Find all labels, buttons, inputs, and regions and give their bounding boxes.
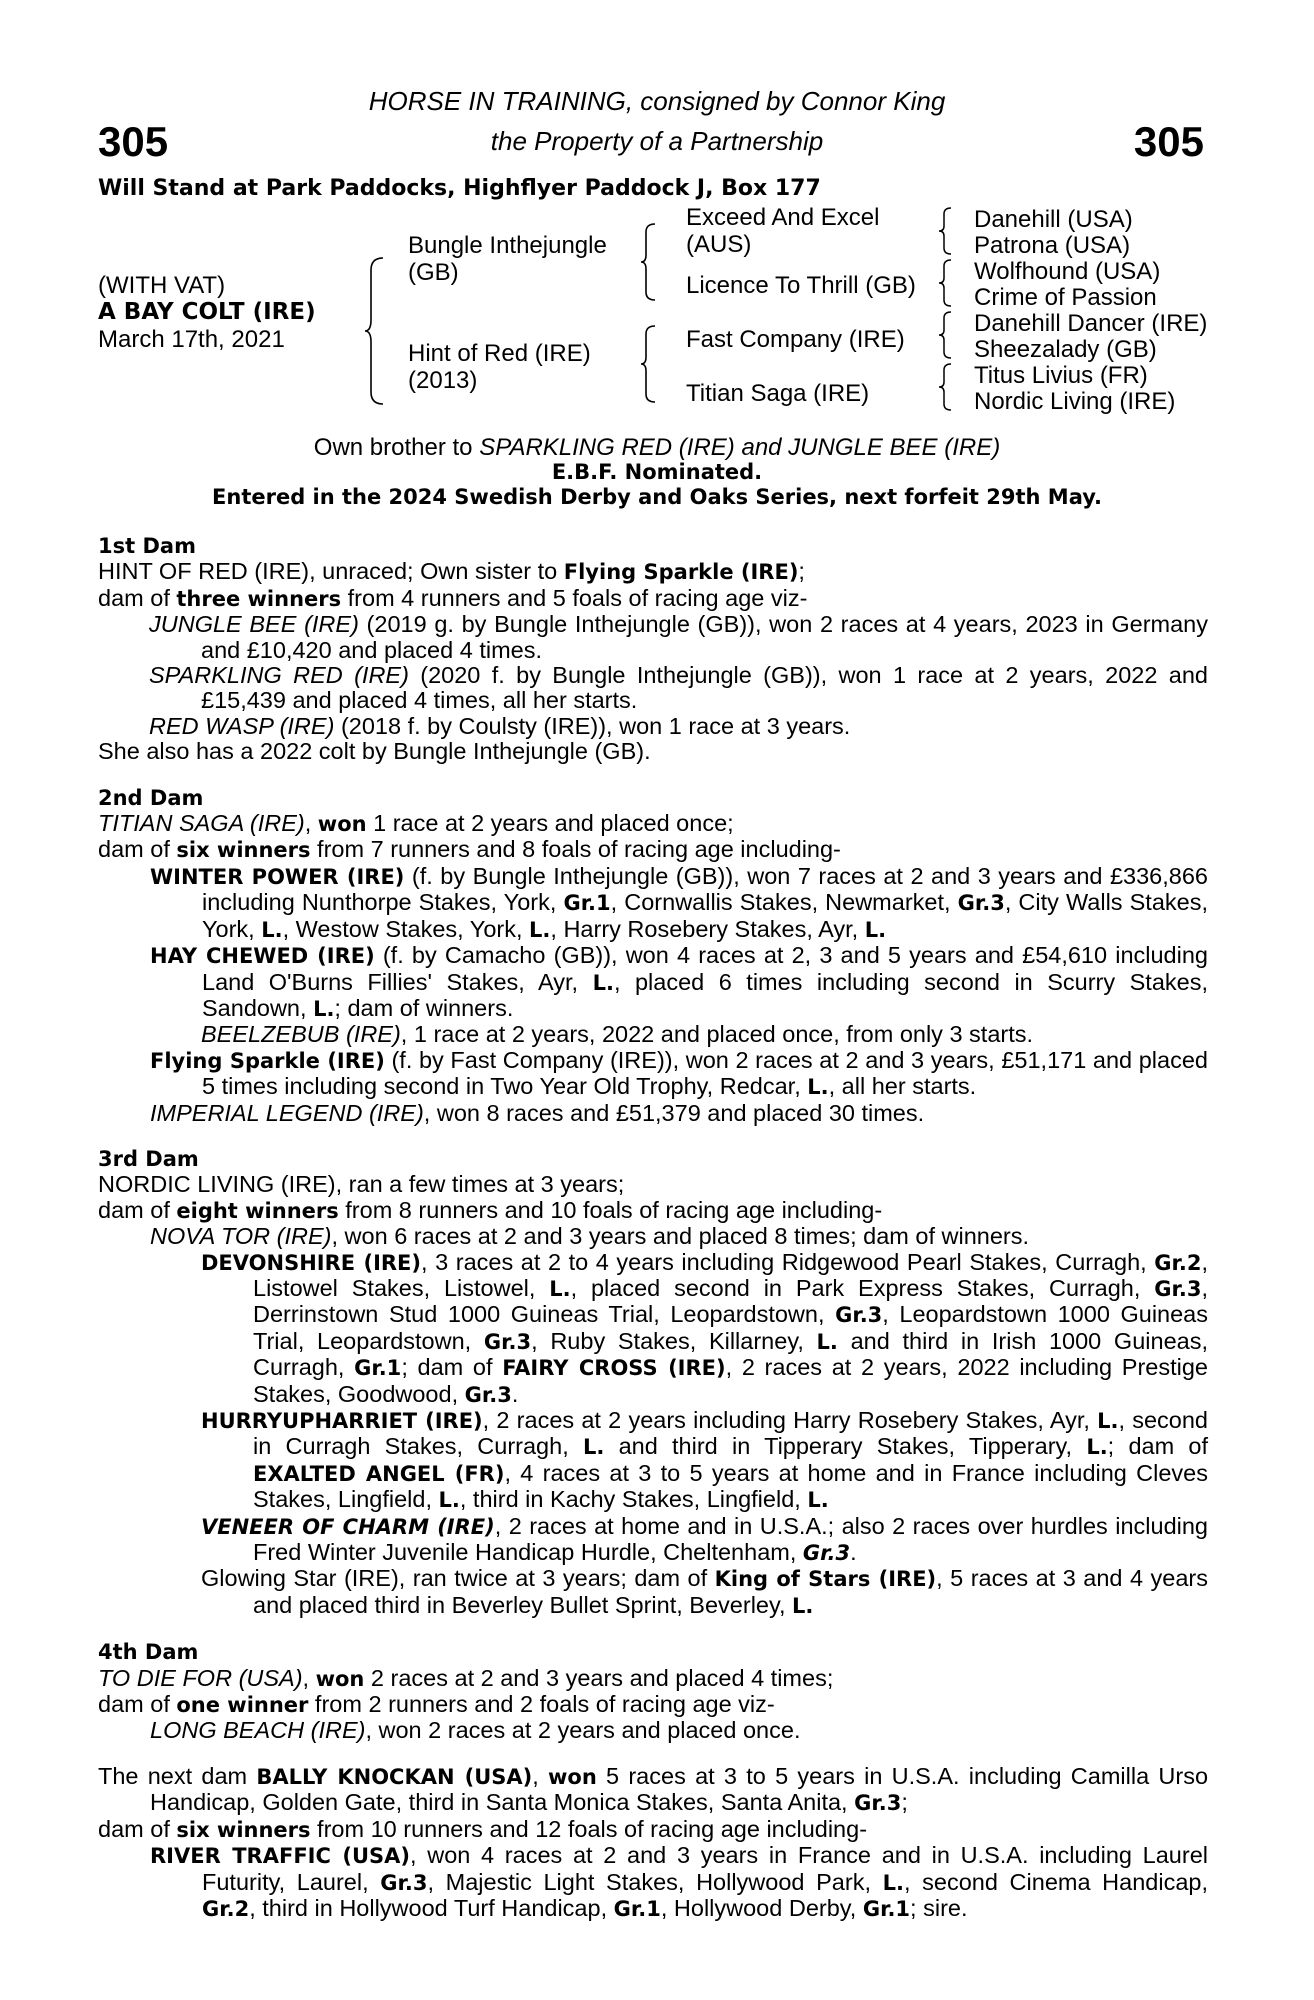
pedigree-sire-country: (GB) (408, 259, 459, 286)
pedigree-brace-g3 (938, 310, 954, 360)
progeny-hay-chewed: HAY CHEWED (IRE) (f. by Camacho (GB)), won 4 races at 2, 3 and 5 years and £54,610 including Land O'Burns Fillies' Stakes, Ayr, L., placed 6 times including second in Scurry Stakes, Sandown, L.; dam of winners. (150, 942, 1208, 1021)
lot-number-left: 305 (98, 118, 169, 165)
first-dam-intro: HINT OF RED (IRE), unraced; Own sister to Flying Sparkle (IRE); (98, 558, 805, 585)
section-heading-4th-dam: 4th Dam (98, 1640, 199, 1665)
ebf-nominated: E.B.F. Nominated. (551, 460, 763, 484)
progeny-red-wasp: RED WASP (IRE) (2018 f. by Coulsty (IRE)), won 1 race at 3 years. (149, 712, 851, 739)
derby-oaks-entry: Entered in the 2024 Swedish Derby and Oaks Series, next forfeit 29th May. (212, 485, 1102, 509)
pedigree-brace-g4 (938, 362, 954, 412)
pedigree-brace-dam (640, 324, 658, 404)
progeny-flying-sparkle: Flying Sparkle (IRE) (f. by Fast Company (IRE)), won 2 races at 2 and 3 years, £51,171 and placed 5 times including second in Two Year Old Trophy, Redcar, L., all her starts. (150, 1046, 1208, 1100)
next-dam-summary: dam of six winners from 10 runners and 12 foals of racing age including- (98, 1815, 868, 1842)
progeny-sparkling-red: SPARKLING RED (IRE) (2020 f. by Bungle Inthejungle (GB)), won 1 race at 2 years, 2022 and £15,439 and placed 4 times, all her starts. (149, 662, 1208, 714)
pedigree-sire: Bungle Inthejungle (408, 232, 607, 259)
brother-note: Own brother to SPARKLING RED (IRE) and JUNGLE BEE (IRE) (313, 434, 1001, 461)
third-dam-summary: dam of eight winners from 8 runners and 10 foals of racing age including- (98, 1196, 883, 1223)
progeny-2022-colt: She also has a 2022 colt by Bungle Inthejungle (GB). (98, 738, 651, 765)
catalogue-page-content (98, 533, 1208, 1922)
horse-name: A BAY COLT (IRE) (98, 299, 316, 325)
progeny-beelzebub: BEELZEBUB (IRE), 1 race at 2 years, 2022 and placed once, from only 3 starts. (201, 1021, 1034, 1048)
progeny-river-traffic: RIVER TRAFFIC (USA), won 4 races at 2 and 3 years in France and in U.S.A. including Laurel Futurity, Laurel, Gr.3, Majestic Light Stakes, Hollywood Park, L., second Cinema Handicap, Gr.2, third in Hollywood Turf Handicap, Gr.1, Hollywood Derby, Gr.1; sire. (150, 1842, 1208, 1921)
pedigree-grandsire-1-country: (AUS) (686, 231, 752, 258)
section-heading-2nd-dam: 2nd Dam (98, 785, 204, 810)
pedigree-ggp-1: Danehill (USA) (974, 206, 1133, 233)
progeny-imperial-legend: IMPERIAL LEGEND (IRE), won 8 races and £51,379 and placed 30 times. (150, 1099, 925, 1126)
pedigree-grandsire-2: Fast Company (IRE) (686, 326, 905, 353)
pedigree-ggp-8: Nordic Living (IRE) (974, 388, 1176, 415)
vat-note: (WITH VAT) (98, 272, 226, 299)
horse-dob: March 17th, 2021 (98, 326, 285, 353)
second-dam-summary: dam of six winners from 7 runners and 8 foals of racing age including- (98, 836, 841, 863)
pedigree-brace-sire (640, 222, 658, 302)
lot-number-right: 305 (1133, 118, 1204, 165)
progeny-devonshire: DEVONSHIRE (IRE), 3 races at 2 to 4 years including Ridgewood Pearl Stakes, Curragh, Gr.2, Listowel Stakes, Listowel, L., placed second in Park Express Stakes, Curragh, Gr.3, Derrinstown Stud 1000 Guineas Trial, Leopardstown, Gr.3, Leopardstown 1000 Guineas Trial, Leopardstown, Gr.3, Ruby Stakes, Killarney, L. and third in Irish 1000 Guineas, Curragh, Gr.1; dam of FAIRY CROSS (IRE), 2 races at 2 years, 2022 including Prestige Stakes, Goodwood, Gr.3. (201, 1248, 1209, 1407)
consignor-line: HORSE IN TRAINING, consigned by Connor King (368, 86, 946, 116)
second-dam-intro: TITIAN SAGA (IRE), won 1 race at 2 years and placed once; (98, 810, 734, 837)
fourth-dam-intro: TO DIE FOR (USA), won 2 races at 2 and 3 years and placed 4 times; (98, 1664, 834, 1691)
progeny-nova-tor: NOVA TOR (IRE), won 6 races at 2 and 3 years and placed 8 times; dam of winners. (150, 1223, 1030, 1250)
section-heading-1st-dam: 1st Dam (98, 534, 196, 558)
next-dam-bally-knockan: The next dam BALLY KNOCKAN (USA), won 5 races at 3 to 5 years in U.S.A. including Camilla Urso Handicap, Golden Gate, third in Santa Monica Stakes, Santa Anita, Gr.3; (98, 1762, 1209, 1816)
property-line: the Property of a Partnership (490, 126, 824, 156)
pedigree-grandsire-1: Exceed And Excel (686, 204, 880, 231)
pedigree-ggp-6: Sheezalady (GB) (974, 336, 1157, 363)
first-dam-summary: dam of three winners from 4 runners and 5 foals of racing age viz- (98, 584, 808, 611)
progeny-winter-power: WINTER POWER (IRE) (f. by Bungle Inthejungle (GB)), won 7 races at 2 and 3 years and £336,866 including Nunthorpe Stakes, York, Gr.1, Cornwallis Stakes, Newmarket, Gr.3, City Walls Stakes, York, L., Westow Stakes, York, L., Harry Rosebery Stakes, Ayr, L. (150, 862, 1208, 942)
pedigree-ggp-3: Wolfhound (USA) (974, 258, 1161, 285)
progeny-long-beach: LONG BEACH (IRE), won 2 races at 2 years and placed once. (150, 1717, 801, 1744)
pedigree-brace-main (364, 256, 386, 406)
progeny-jungle-bee: JUNGLE BEE (IRE) (2019 g. by Bungle Inthejungle (GB)), won 2 races at 4 years, 2023 in Germany and £10,420 and placed 4 times. (149, 611, 1208, 663)
pedigree-ggp-5: Danehill Dancer (IRE) (974, 310, 1208, 337)
pedigree-dam: Hint of Red (IRE) (408, 340, 591, 367)
pedigree-granddam-1: Licence To Thrill (GB) (686, 272, 916, 299)
progeny-veneer-of-charm: VENEER OF CHARM (IRE), 2 races at home and in U.S.A.; also 2 races over hurdles including Fred Winter Juvenile Handicap Hurdle, Cheltenham, Gr.3. (201, 1512, 1208, 1566)
pedigree-ggp-7: Titus Livius (FR) (974, 362, 1148, 389)
progeny-hurryupharriet: HURRYUPHARRIET (IRE), 2 races at 2 years including Harry Rosebery Stakes, Ayr, L., second in Curragh Stakes, Curragh, L. and third in Tipperary Stakes, Tipperary, L.; dam of EXALTED ANGEL (FR), 4 races at 3 to 5 years at home and in France including Cleves Stakes, Lingfield, L., third in Kachy Stakes, Lingfield, L. (201, 1407, 1209, 1513)
stand-location: Will Stand at Park Paddocks, Highflyer Paddock J, Box 177 (98, 176, 821, 201)
pedigree-dam-year: (2013) (408, 367, 478, 394)
pedigree-granddam-2: Titian Saga (IRE) (686, 380, 870, 407)
progeny-glowing-star: Glowing Star (IRE), ran twice at 3 years; dam of King of Stars (IRE), 5 races at 3 and 4 years and placed third in Beverley Bullet Sprint, Beverley, L. (201, 1565, 1208, 1618)
pedigree-brace-g1 (938, 206, 954, 256)
section-heading-3rd-dam: 3rd Dam (98, 1146, 199, 1171)
pedigree-ggp-2: Patrona (USA) (974, 232, 1131, 259)
fourth-dam-summary: dam of one winner from 2 runners and 2 foals of racing age viz- (98, 1691, 775, 1718)
pedigree-brace-g2 (938, 258, 954, 308)
pedigree-ggp-4: Crime of Passion (974, 284, 1157, 311)
third-dam-intro: NORDIC LIVING (IRE), ran a few times at 3 years; (98, 1171, 625, 1198)
